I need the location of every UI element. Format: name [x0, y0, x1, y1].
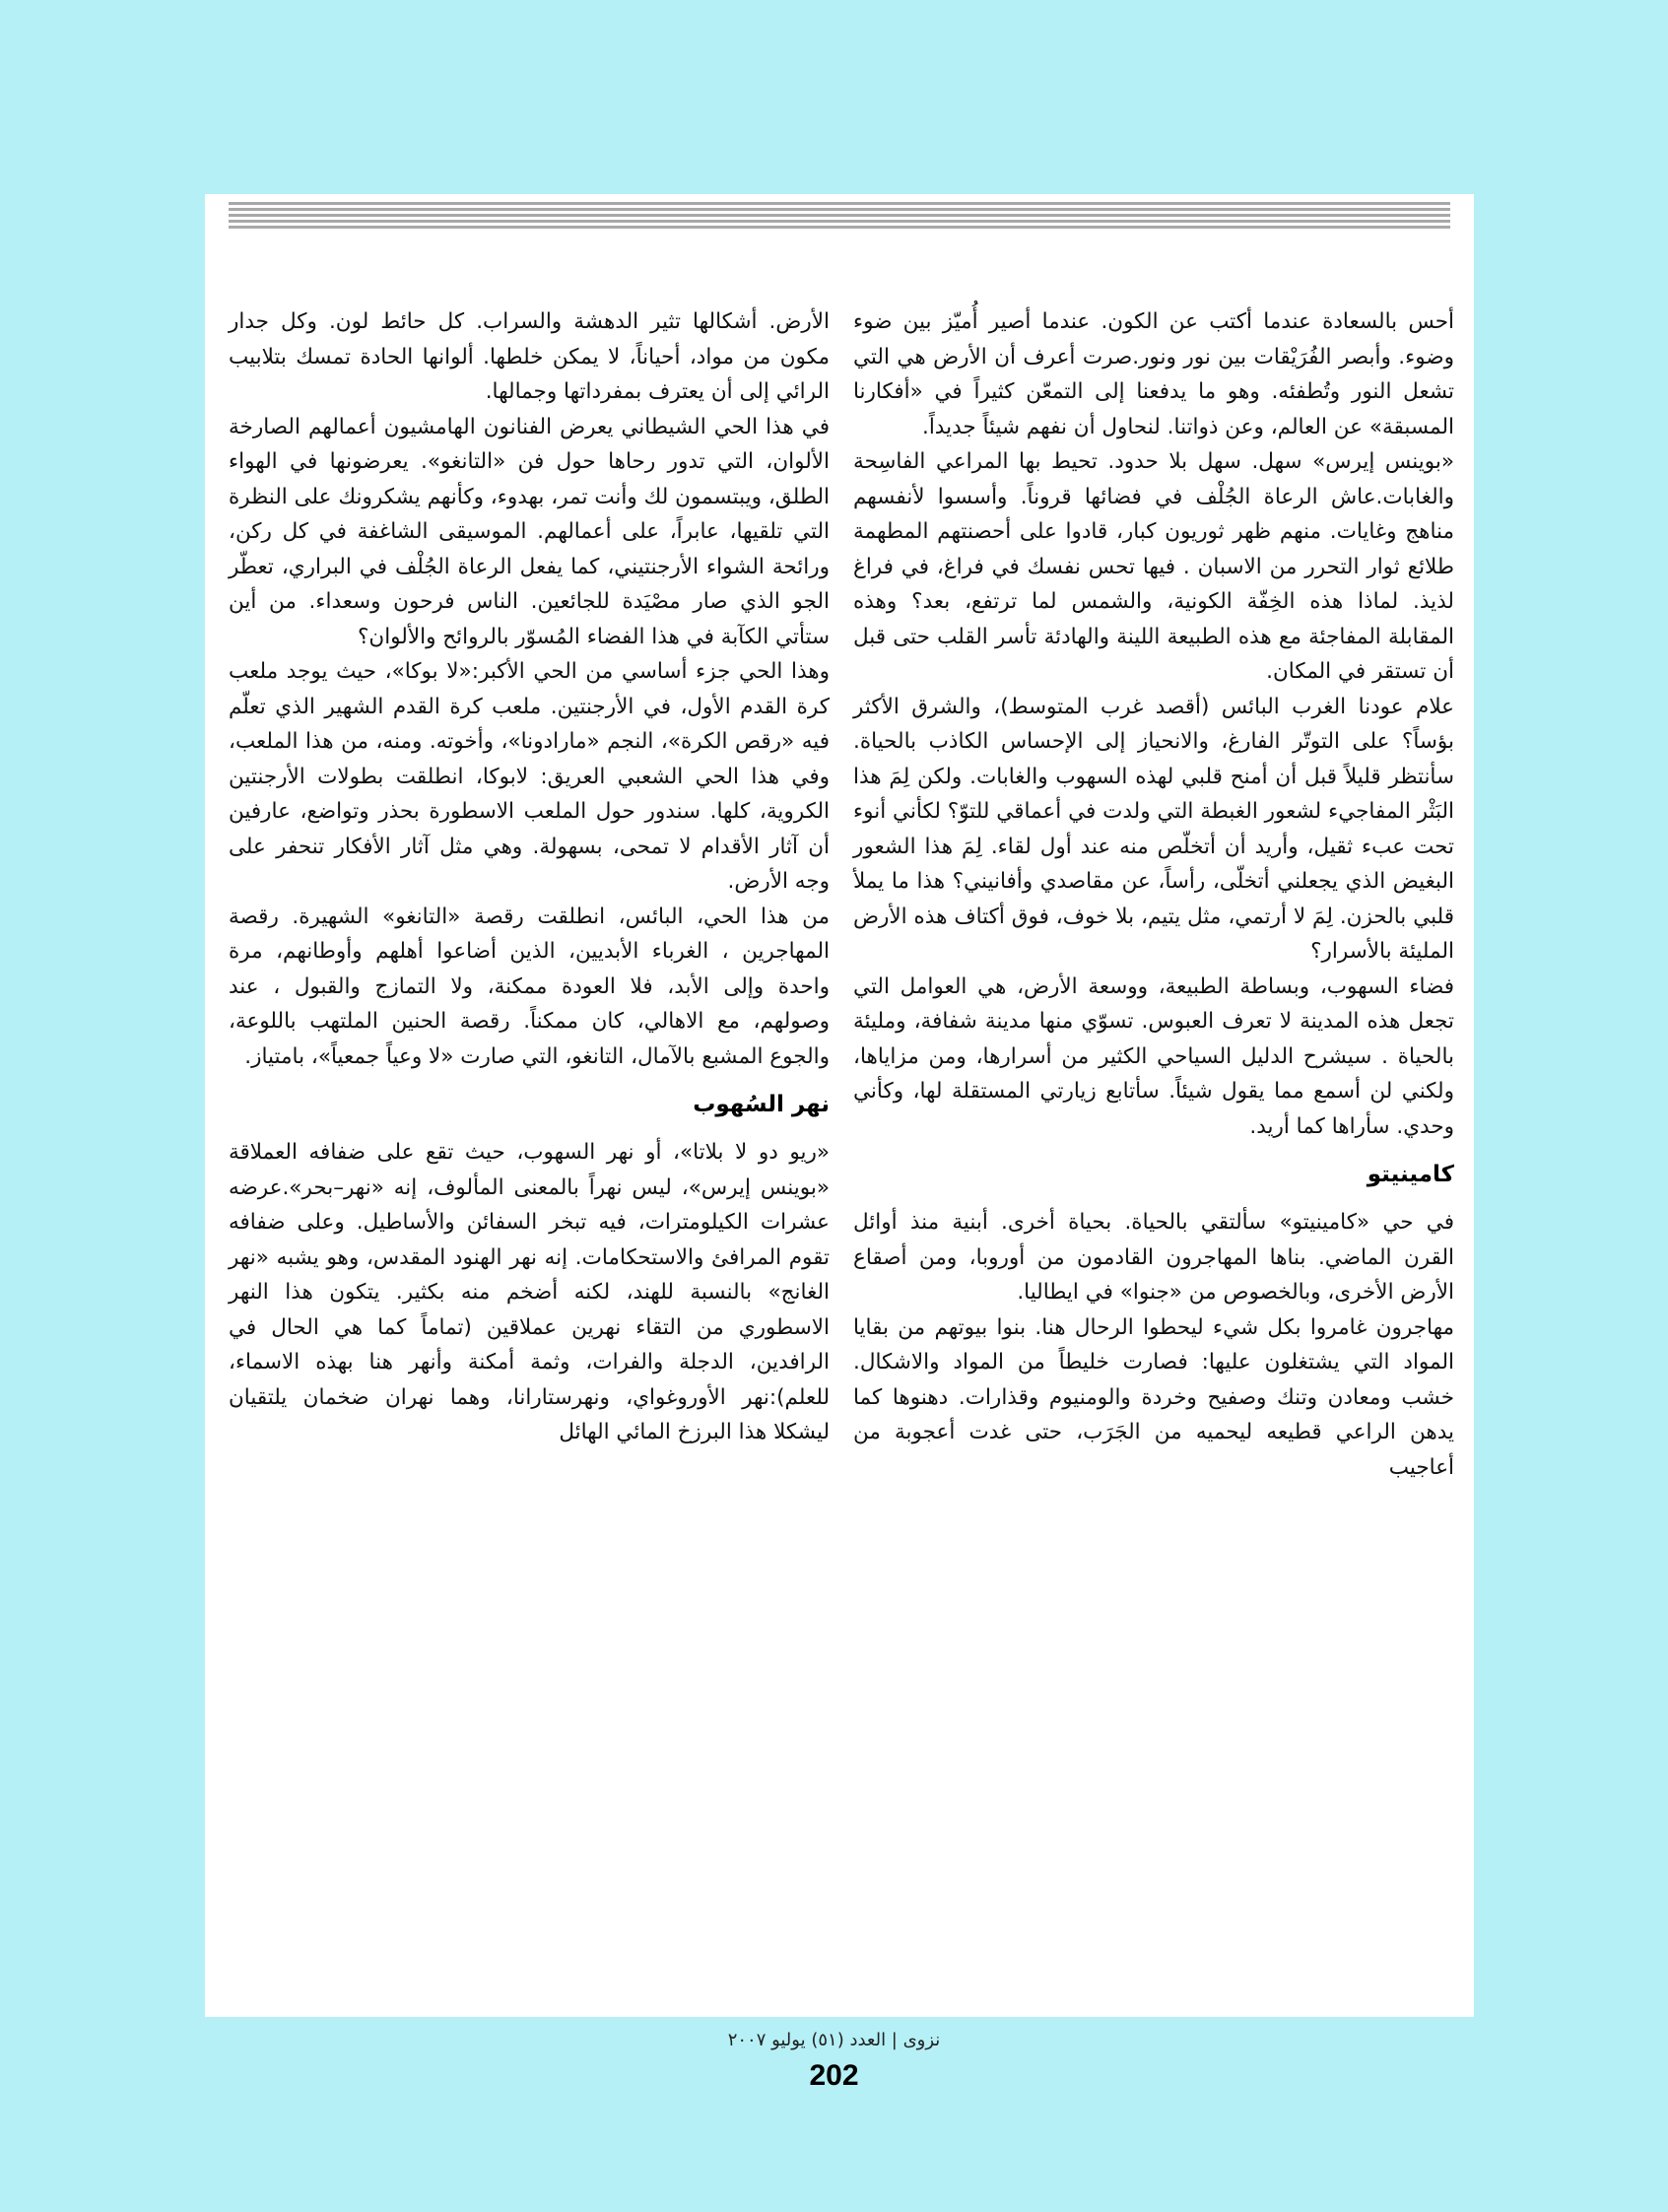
page-sheet: [205, 194, 1474, 2017]
section-heading: كامينيتو: [1367, 1162, 1454, 1187]
paragraph: أحس بالسعادة عندما أكتب عن الكون. عندما أصير أُميّز بين ضوء وضوء. وأبصر الفُرَيْقات بين نور ونور.صرت أعرف أن الأرض هي التي تشعل النور وتُطفئه. وهو ما يدفعنا إلى التمعّن كثيراً في «أفكارنا المسبقة» عن العالم، وعن ذواتنا. لنحاول أن نفهم شيئاً جديداً.: [853, 309, 1454, 439]
right-column: [853, 304, 1454, 1485]
paragraph: وهذا الحي جزء أساسي من الحي الأكبر:«لا بوكا»، حيث يوجد ملعب كرة القدم الأول، في الأرجنتين. ملعب كرة القدم الشهير الذي تعلّم فيه «رقص الكرة»، النجم «مارادونا»، وأخوته. ومنه، من هذا الملعب، وفي هذا الحي الشعبي العريق: لابوكا، انطلقت بطولات الأرجنتين الكروية، كلها. سندور حول الملعب الاسطورة بحذر وتواضع، عارفين أن آثار الأقدام لا تمحى، بسهولة. وهي مثل آثار الأفكار تنحفر على وجه الأرض.: [229, 659, 830, 894]
paragraph: من هذا الحي، البائس، انطلقت رقصة «التانغو» الشهيرة. رقصة المهاجرين ، الغرباء الأبديين، الذين أضاعوا أهلهم وأوطانهم، مرة واحدة وإلى الأبد، فلا العودة ممكنة، ولا التمازج والقبول ، عند وصولهم، مع الاهالي، كان ممكناً. رقصة الحنين الملتهب باللوعة، والجوع المشبع بالآمال، التانغو، التي صارت «لا وعياً جمعياً»، بامتياز.: [229, 904, 830, 1069]
footer-issue-line: نزوى | العدد (٥١) يوليو ٢٠٠٧: [727, 2030, 941, 2050]
paragraph: علام عودنا الغرب البائس (أقصد غرب المتوسط)، والشرق الأكثر بؤساً؟ على التوتّر الفارغ، والانحياز إلى الإحساس الكاذب بالحياة. سأنتظر قليلاً قبل أن أمنح قلبي لهذه السهوب والغابات. ولكن لِمَ هذا البَثْر المفاجيء لشعور الغبطة التي ولدت في أعماقي للتوّ؟ لكأني أنوء تحت عبء ثقيل، وأريد أن أتخلّص منه عند أول لقاء. لِمَ هذا الشعور البغيض الذي يجعلني أتخلّى، رأساً، عن مقاصدي وأفانيني؟ هذا ما يملأ قلبي بالحزن. لِمَ لا أرتمي، مثل يتيم، بلا خوف، فوق أكتاف هذه الأرض المليئة بالأسرار؟: [853, 694, 1454, 964]
paragraph: «ريو دو لا بلاتا»، أو نهر السهوب، حيث تقع على ضفافه العملاقة «بوينس إيرس»، ليس نهراً بالمعنى المألوف، إنه «نهر–بحر».عرضه عشرات الكيلومترات، فيه تبخر السفائن والأساطيل. وعلى ضفافه تقوم المرافئ والاستحكامات. إنه نهر الهنود المقدس، وهو يشبه «نهر الغانج» بالنسبة للهند، لكنه أضخم منه بكثير. يتكون هذا النهر الاسطوري من التقاء نهرين عملاقين (تماماً كما هي الحال في الرافدين، الدجلة والفرات، وثمة أمكنة وأنهر هنا بهذه الاسماء، للعلم):نهر الأوروغواي، ونهرستارانا، وهما نهران ضخمان يلتقيان ليشكلا هذا البرزخ المائي الهائل: [229, 1140, 830, 1444]
header-rule: [229, 202, 1450, 232]
left-column: [229, 304, 830, 1450]
paragraph: «بوينس إيرس» سهل. سهل بلا حدود. تحيط بها المراعي الفاسِحة والغابات.عاش الرعاة الجُلْف في فضائها قروناً. وأسسوا لأنفسهم مناهج وغايات. منهم ظهر ثوريون كبار، قادوا على أحصنتهم المطهمة طلائع ثوار التحرر من الاسبان . فيها تحس نفسك في فراغ، في فراغ لذيذ. لماذا هذه الخِفّة الكونية، والشمس لما ترتفع، بعد؟ وهذه المقابلة المفاجئة مع هذه الطبيعة اللينة والهادئة تأسر القلب حتى قبل أن تستقر في المكان.: [853, 449, 1454, 684]
paragraph: الأرض. أشكالها تثير الدهشة والسراب. كل حائط لون. وكل جدار مكون من مواد، أحياناً، لا يمكن خلطها. ألوانها الحادة تمسك بتلابيب الرائي إلى أن يعترف بمفرداتها وجمالها.: [229, 309, 830, 404]
paragraph: فضاء السهوب، وبساطة الطبيعة، ووسعة الأرض، هي العوامل التي تجعل هذه المدينة لا تعرف العبوس. تسوّي منها مدينة شفافة، ومليئة بالحياة . سيشرح الدليل السياحي الكثير من أسرارها، ومن مزاياها، ولكني لن أسمع مما يقول شيئاً. سأتابع زيارتي المستقلة لها، وكأني وحدي. سأراها كما أريد.: [853, 973, 1454, 1139]
section-heading: نهر السُهوب: [693, 1092, 830, 1117]
paragraph: مهاجرون غامروا بكل شيء ليحطوا الرحال هنا. بنوا بيوتهم من بقايا المواد التي يشتغلون عليها: فصارت خليطاً من المواد والاشكال. خشب ومعادن وتنك وصفيح وخردة والومنيوم وقذارات. دهنوها كما يدهن الراعي قطيعه ليحميه من الجَرَب، حتى غدت أعجوبة من أعاجيب: [853, 1314, 1454, 1480]
paragraph: في هذا الحي الشيطاني يعرض الفنانون الهامشيون أعمالهم الصارخة الألوان، التي تدور رحاها حول فن «التانغو». يعرضونها في الهواء الطلق، ويبتسمون لك وأنت تمر، بهدوء، وكأنهم يشكرونك على النظرة التي تلقيها، عابراً، على أعمالهم. الموسيقى الشاغفة في كل ركن، ورائحة الشواء الأرجنتيني، كما يفعل الرعاة الجُلْف في البراري، تعطّر الجو الذي صار مصْيَدة للجائعين. الناس فرحون وسعداء. من أين ستأتي الكآبة في هذا الفضاء المُسوّر بالروائح والألوان؟: [229, 414, 830, 649]
page-number: 202: [809, 2059, 859, 2092]
paragraph: في حي «كامينيتو» سألتقي بالحياة. بحياة أخرى. أبنية منذ أوائل القرن الماضي. بناها المهاجرون القادمون من أوروبا، ومن أصقاع الأرض الأخرى، وبالخصوص من «جنوا» في ايطاليا.: [853, 1210, 1454, 1305]
